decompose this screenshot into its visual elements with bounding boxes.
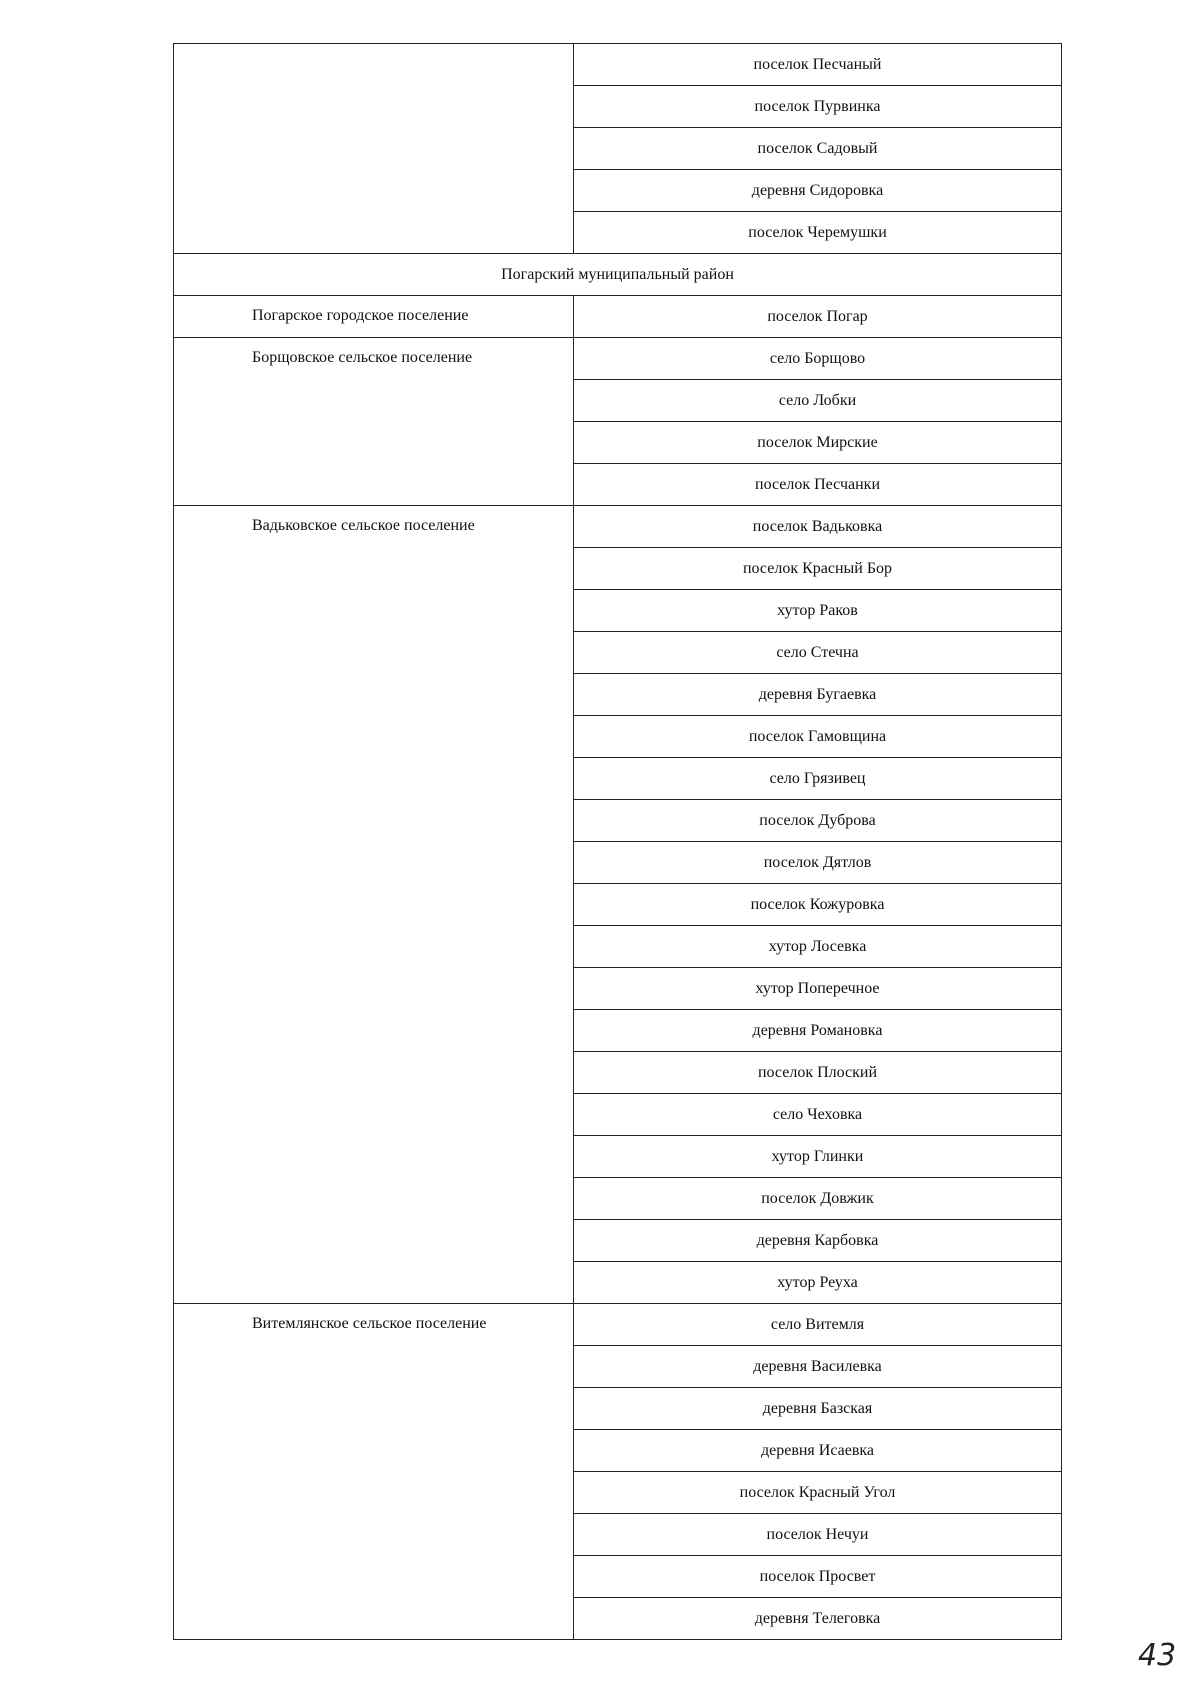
locality-cell: село Грязивец xyxy=(574,758,1062,800)
table-row xyxy=(174,254,1062,296)
settlement-name-cell: Погарское городское поселение xyxy=(174,296,574,338)
locality-cell: поселок Песчанки xyxy=(574,464,1062,506)
settlement-cell-continued xyxy=(174,44,574,254)
locality-cell: поселок Пурвинка xyxy=(574,86,1062,128)
locality-cell: поселок Дятлов xyxy=(574,842,1062,884)
locality-cell: поселок Мирские xyxy=(574,422,1062,464)
locality-cell: хутор Лосевка xyxy=(574,926,1062,968)
settlements-table xyxy=(173,43,1062,1640)
locality-cell: поселок Черемушки xyxy=(574,212,1062,254)
table-row xyxy=(174,338,1062,380)
locality-cell: поселок Дуброва xyxy=(574,800,1062,842)
locality-cell: поселок Садовый xyxy=(574,128,1062,170)
locality-cell: деревня Базская xyxy=(574,1388,1062,1430)
district-header: Погарский муниципальный район xyxy=(174,254,1062,296)
locality-cell: поселок Гамовщина xyxy=(574,716,1062,758)
locality-cell: хутор Реуха xyxy=(574,1262,1062,1304)
locality-cell: поселок Кожуровка xyxy=(574,884,1062,926)
locality-cell: поселок Красный Угол xyxy=(574,1472,1062,1514)
locality-cell: поселок Плоский xyxy=(574,1052,1062,1094)
settlement-name-cell: Борщовское сельское поселение xyxy=(174,338,574,506)
settlement-name-cell: Вадьковское сельское поселение xyxy=(174,506,574,1304)
locality-cell: поселок Просвет xyxy=(574,1556,1062,1598)
page-number: 43 xyxy=(1138,1638,1177,1673)
locality-cell: деревня Сидоровка xyxy=(574,170,1062,212)
table-row xyxy=(174,44,1062,86)
locality-cell: село Лобки xyxy=(574,380,1062,422)
locality-cell: хутор Поперечное xyxy=(574,968,1062,1010)
table-row xyxy=(174,296,1062,338)
locality-cell: деревня Карбовка xyxy=(574,1220,1062,1262)
locality-cell: поселок Песчаный xyxy=(574,44,1062,86)
locality-cell: хутор Раков xyxy=(574,590,1062,632)
locality-cell: поселок Красный Бор xyxy=(574,548,1062,590)
locality-cell: деревня Бугаевка xyxy=(574,674,1062,716)
table-row xyxy=(174,506,1062,548)
locality-cell: деревня Василевка xyxy=(574,1346,1062,1388)
locality-cell: деревня Романовка xyxy=(574,1010,1062,1052)
locality-cell: село Витемля xyxy=(574,1304,1062,1346)
table-row xyxy=(174,1304,1062,1346)
locality-cell: село Стечна xyxy=(574,632,1062,674)
locality-cell: поселок Нечуи xyxy=(574,1514,1062,1556)
locality-cell: деревня Исаевка xyxy=(574,1430,1062,1472)
locality-cell: деревня Телеговка xyxy=(574,1598,1062,1640)
locality-cell: поселок Погар xyxy=(574,296,1062,338)
locality-cell: поселок Вадьковка xyxy=(574,506,1062,548)
settlement-name-cell: Витемлянское сельское поселение xyxy=(174,1304,574,1640)
locality-cell: село Чеховка xyxy=(574,1094,1062,1136)
locality-cell: поселок Довжик xyxy=(574,1178,1062,1220)
locality-cell: хутор Глинки xyxy=(574,1136,1062,1178)
locality-cell: село Борщово xyxy=(574,338,1062,380)
settlements-table-body xyxy=(174,44,1062,1640)
